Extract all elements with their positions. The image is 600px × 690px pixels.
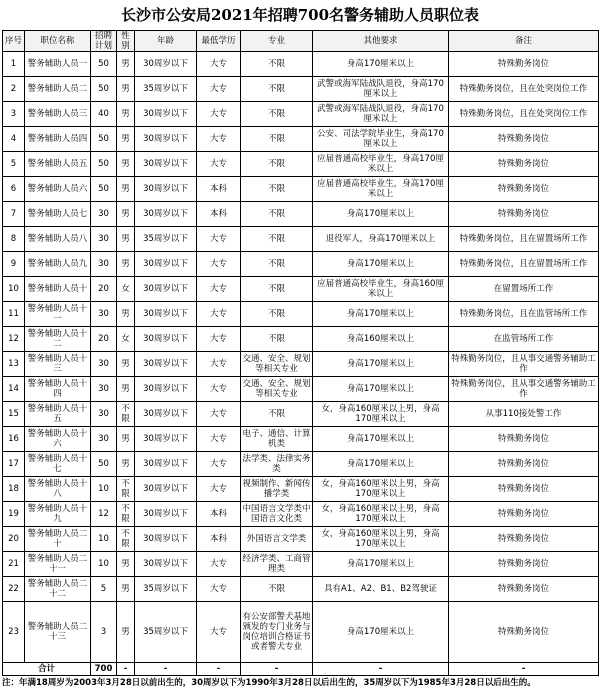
table-cell: 警务辅助人员二十 — [25, 527, 91, 552]
table-row — [3, 152, 599, 177]
total-cell: 700 — [91, 663, 117, 676]
table-row — [3, 527, 599, 552]
table-cell: 特殊勤务岗位 — [449, 52, 599, 77]
table-row — [3, 127, 599, 152]
table-cell: 16 — [3, 427, 25, 452]
table-cell: 大专 — [197, 77, 241, 102]
table-cell: 大专 — [197, 252, 241, 277]
table-row — [3, 227, 599, 252]
table-cell: 女，身高160厘米以上男，身高170厘米以上 — [313, 402, 449, 427]
table-cell: 23 — [3, 602, 25, 663]
table-cell: 特殊勤务岗位 — [449, 477, 599, 502]
table-cell: 男 — [117, 577, 135, 602]
table-cell: 5 — [91, 577, 117, 602]
table-cell: 6 — [3, 177, 25, 202]
table-row — [3, 252, 599, 277]
header-cell: 性别 — [117, 31, 135, 52]
table-cell: 交通、安全、规划等相关专业 — [241, 352, 313, 377]
table-cell: 特殊勤务岗位，且在留置场所工作 — [449, 252, 599, 277]
table-cell: 30 — [91, 202, 117, 227]
table-cell: 35周岁以下 — [135, 227, 197, 252]
table-cell: 警务辅助人员十六 — [25, 427, 91, 452]
table-cell: 中国语言文学类中国语言文化类 — [241, 502, 313, 527]
table-cell: 公安、司法学院毕业生，身高170厘米以上 — [313, 127, 449, 152]
table-cell: 不限 — [117, 502, 135, 527]
table-cell: 不限 — [241, 327, 313, 352]
table-cell: 本科 — [197, 202, 241, 227]
table-cell: 30周岁以下 — [135, 427, 197, 452]
positions-table — [2, 30, 599, 676]
table-cell: 身高170厘米以上 — [313, 377, 449, 402]
table-cell: 大专 — [197, 577, 241, 602]
table-cell: 女 — [117, 277, 135, 302]
table-cell: 大专 — [197, 227, 241, 252]
table-cell: 30周岁以下 — [135, 127, 197, 152]
table-cell: 男 — [117, 227, 135, 252]
table-cell: 身高170厘米以上 — [313, 552, 449, 577]
table-cell: 30 — [91, 427, 117, 452]
table-cell: 身高170厘米以上 — [313, 252, 449, 277]
table-cell: 身高170厘米以上 — [313, 602, 449, 663]
table-cell: 20 — [91, 327, 117, 352]
table-cell: 男 — [117, 102, 135, 127]
table-cell: 身高170厘米以上 — [313, 52, 449, 77]
table-cell: 30周岁以下 — [135, 177, 197, 202]
table-cell: 13 — [3, 352, 25, 377]
page-title: 长沙市公安局2021年招聘700名警务辅助人员职位表 — [120, 6, 480, 24]
table-cell: 50 — [91, 77, 117, 102]
table-cell: 30周岁以下 — [135, 402, 197, 427]
table-cell: 警务辅助人员二十三 — [25, 602, 91, 663]
table-cell: 警务辅助人员十五 — [25, 402, 91, 427]
table-cell: 20 — [3, 527, 25, 552]
table-cell: 不限 — [241, 202, 313, 227]
table-cell: 40 — [91, 102, 117, 127]
table-cell: 警务辅助人员十八 — [25, 477, 91, 502]
table-cell: 应届普通高校毕业生，身高170厘米以上 — [313, 177, 449, 202]
table-cell: 身高170厘米以上 — [313, 302, 449, 327]
table-row — [3, 377, 599, 402]
table-cell: 本科 — [197, 502, 241, 527]
table-cell: 在留置场所工作 — [449, 277, 599, 302]
table-cell: 特殊勤务岗位 — [449, 577, 599, 602]
table-cell: 不限 — [241, 277, 313, 302]
table-cell: 不限 — [241, 127, 313, 152]
table-cell: 男 — [117, 352, 135, 377]
table-cell: 大专 — [197, 102, 241, 127]
table-cell: 30 — [91, 227, 117, 252]
table-cell: 30周岁以下 — [135, 277, 197, 302]
table-cell: 男 — [117, 152, 135, 177]
table-cell: 大专 — [197, 427, 241, 452]
table-cell: 2 — [3, 77, 25, 102]
table-cell: 8 — [3, 227, 25, 252]
table-cell: 武警或海军陆战队退役，身高170厘米以上 — [313, 102, 449, 127]
table-cell: 19 — [3, 502, 25, 527]
table-cell: 10 — [3, 277, 25, 302]
table-cell: 不限 — [241, 577, 313, 602]
table-cell: 30 — [91, 377, 117, 402]
table-cell: 不限 — [117, 477, 135, 502]
table-cell: 警务辅助人员九 — [25, 252, 91, 277]
table-cell: 10 — [91, 477, 117, 502]
table-cell: 大专 — [197, 377, 241, 402]
table-cell: 不限 — [117, 527, 135, 552]
table-row — [3, 327, 599, 352]
table-cell: 特殊勤务岗位 — [449, 552, 599, 577]
table-cell: 11 — [3, 302, 25, 327]
table-cell: 大专 — [197, 127, 241, 152]
table-cell: 女 — [117, 327, 135, 352]
table-cell: 特殊勤务岗位，且在处突岗位工作 — [449, 77, 599, 102]
table-cell: 警务辅助人员十四 — [25, 377, 91, 402]
table-cell: 男 — [117, 427, 135, 452]
header-cell: 招聘计划 — [91, 31, 117, 52]
footnote: 注：年满18周岁为2003年3月28日以前出生的，30周岁以下为1990年3月28日以后出生的，35周岁以下为1985年3月28日以后出生的。 — [2, 678, 536, 688]
table-cell: 警务辅助人员三 — [25, 102, 91, 127]
table-cell: 30周岁以下 — [135, 352, 197, 377]
table-row — [3, 77, 599, 102]
table-cell: 警务辅助人员七 — [25, 202, 91, 227]
table-cell: 不限 — [117, 402, 135, 427]
table-cell: 女，身高160厘米以上男，身高170厘米以上 — [313, 502, 449, 527]
table-cell: 特殊勤务岗位，且在留置场所工作 — [449, 227, 599, 252]
header-cell: 职位名称 — [25, 31, 91, 52]
table-cell: 警务辅助人员二十二 — [25, 577, 91, 602]
table-cell: 男 — [117, 52, 135, 77]
table-cell: 不限 — [241, 152, 313, 177]
table-cell: 大专 — [197, 452, 241, 477]
header-cell: 专业 — [241, 31, 313, 52]
table-cell: 男 — [117, 602, 135, 663]
table-cell: 35周岁以下 — [135, 602, 197, 663]
table-cell: 不限 — [241, 102, 313, 127]
table-cell: 武警或海军陆战队退役，身高170厘米以上 — [313, 77, 449, 102]
table-cell: 交通、安全、规划等相关专业 — [241, 377, 313, 402]
table-cell: 50 — [91, 152, 117, 177]
table-cell: 30 — [91, 252, 117, 277]
table-row — [3, 452, 599, 477]
table-cell: 30周岁以下 — [135, 377, 197, 402]
table-cell: 大专 — [197, 552, 241, 577]
table-cell: 30 — [91, 402, 117, 427]
table-cell: 本科 — [197, 527, 241, 552]
total-cell: - — [135, 663, 197, 676]
table-cell: 3 — [3, 102, 25, 127]
table-cell: 30周岁以下 — [135, 452, 197, 477]
table-cell: 女，身高160厘米以上男，身高170厘米以上 — [313, 477, 449, 502]
table-cell: 男 — [117, 177, 135, 202]
table-cell: 18 — [3, 477, 25, 502]
table-cell: 50 — [91, 452, 117, 477]
table-cell: 视频制作、新闻传播学类 — [241, 477, 313, 502]
table-cell: 男 — [117, 452, 135, 477]
table-row — [3, 202, 599, 227]
table-cell: 大专 — [197, 52, 241, 77]
table-cell: 警务辅助人员八 — [25, 227, 91, 252]
table-cell: 退役军人，身高170厘米以上 — [313, 227, 449, 252]
header-cell: 备注 — [449, 31, 599, 52]
table-cell: 身高170厘米以上 — [313, 427, 449, 452]
table-row — [3, 277, 599, 302]
table-cell: 大专 — [197, 352, 241, 377]
table-cell: 特殊勤务岗位 — [449, 502, 599, 527]
table-cell: 警务辅助人员六 — [25, 177, 91, 202]
table-cell: 特殊勤务岗位 — [449, 152, 599, 177]
total-row — [3, 663, 599, 676]
table-cell: 从事110接处警工作 — [449, 402, 599, 427]
table-cell: 35周岁以下 — [135, 577, 197, 602]
table-cell: 男 — [117, 127, 135, 152]
table-cell: 不限 — [241, 402, 313, 427]
table-cell: 本科 — [197, 177, 241, 202]
table-cell: 男 — [117, 77, 135, 102]
table-cell: 警务辅助人员十三 — [25, 352, 91, 377]
table-cell: 10 — [91, 527, 117, 552]
table-cell: 30周岁以下 — [135, 52, 197, 77]
table-cell: 不限 — [241, 177, 313, 202]
table-cell: 35周岁以下 — [135, 77, 197, 102]
table-cell: 警务辅助人员五 — [25, 152, 91, 177]
table-cell: 警务辅助人员一 — [25, 52, 91, 77]
table-cell: 30周岁以下 — [135, 302, 197, 327]
table-cell: 男 — [117, 252, 135, 277]
table-row — [3, 352, 599, 377]
table-cell: 警务辅助人员十九 — [25, 502, 91, 527]
table-cell: 在监管场所工作 — [449, 327, 599, 352]
table-cell: 警务辅助人员二十一 — [25, 552, 91, 577]
total-cell: - — [313, 663, 449, 676]
table-cell: 14 — [3, 377, 25, 402]
total-cell: - — [241, 663, 313, 676]
table-cell: 特殊勤务岗位 — [449, 427, 599, 452]
table-row — [3, 177, 599, 202]
header-row — [3, 31, 599, 52]
table-cell: 50 — [91, 127, 117, 152]
table-cell: 男 — [117, 552, 135, 577]
table-cell: 身高170厘米以上 — [313, 202, 449, 227]
table-cell: 1 — [3, 52, 25, 77]
table-cell: 30周岁以下 — [135, 202, 197, 227]
table-cell: 20 — [91, 277, 117, 302]
table-cell: 具有A1、A2、B1、B2驾驶证 — [313, 577, 449, 602]
table-cell: 大专 — [197, 302, 241, 327]
total-cell: - — [197, 663, 241, 676]
table-cell: 特殊勤务岗位 — [449, 527, 599, 552]
table-cell: 警务辅助人员十二 — [25, 327, 91, 352]
table-cell: 警务辅助人员十七 — [25, 452, 91, 477]
table-cell: 大专 — [197, 602, 241, 663]
table-row — [3, 602, 599, 663]
table-row — [3, 102, 599, 127]
table-cell: 身高170厘米以上 — [313, 452, 449, 477]
table-body — [3, 52, 599, 676]
total-cell: 合计 — [3, 663, 91, 676]
table-cell: 不限 — [241, 227, 313, 252]
table-row — [3, 427, 599, 452]
table-cell: 30 — [91, 302, 117, 327]
table-row — [3, 477, 599, 502]
table-cell: 应届普通高校毕业生，身高160厘米以上 — [313, 277, 449, 302]
table-row — [3, 552, 599, 577]
table-cell: 男 — [117, 202, 135, 227]
table-cell: 不限 — [241, 302, 313, 327]
table-cell: 特殊勤务岗位，且从事交通警务辅助工作 — [449, 377, 599, 402]
table-row — [3, 502, 599, 527]
table-cell: 特殊勤务岗位 — [449, 127, 599, 152]
table-cell: 12 — [91, 502, 117, 527]
table-cell: 警务辅助人员十 — [25, 277, 91, 302]
table-cell: 9 — [3, 252, 25, 277]
header-cell: 其他要求 — [313, 31, 449, 52]
table-cell: 12 — [3, 327, 25, 352]
table-cell: 应届普通高校毕业生，身高170厘米以上 — [313, 152, 449, 177]
table-cell: 15 — [3, 402, 25, 427]
table-cell: 3 — [91, 602, 117, 663]
table-cell: 特殊勤务岗位，且在监管场所工作 — [449, 302, 599, 327]
table-cell: 30周岁以下 — [135, 502, 197, 527]
table-row — [3, 577, 599, 602]
table-cell: 电子、通信、计算机类 — [241, 427, 313, 452]
table-cell: 特殊勤务岗位，且从事交通警务辅助工作 — [449, 352, 599, 377]
table-cell: 30周岁以下 — [135, 477, 197, 502]
total-cell: - — [117, 663, 135, 676]
table-cell: 警务辅助人员四 — [25, 127, 91, 152]
table-cell: 21 — [3, 552, 25, 577]
table-cell: 警务辅助人员十一 — [25, 302, 91, 327]
table-cell: 50 — [91, 177, 117, 202]
table-cell: 30周岁以下 — [135, 152, 197, 177]
table-cell: 不限 — [241, 52, 313, 77]
table-cell: 不限 — [241, 77, 313, 102]
table-cell: 女，身高160厘米以上男，身高170厘米以上 — [313, 527, 449, 552]
table-cell: 大专 — [197, 327, 241, 352]
table-cell: 特殊勤务岗位 — [449, 602, 599, 663]
table-cell: 特殊勤务岗位 — [449, 452, 599, 477]
table-row — [3, 302, 599, 327]
table-cell: 大专 — [197, 402, 241, 427]
table-cell: 30 — [91, 352, 117, 377]
table-cell: 法学类、法律实务类 — [241, 452, 313, 477]
table-cell: 5 — [3, 152, 25, 177]
table-cell: 30周岁以下 — [135, 252, 197, 277]
table-cell: 30周岁以下 — [135, 327, 197, 352]
table-cell: 22 — [3, 577, 25, 602]
table-row — [3, 402, 599, 427]
table-cell: 身高170厘米以上 — [313, 352, 449, 377]
table-cell: 特殊勤务岗位，且在处突岗位工作 — [449, 102, 599, 127]
table-cell: 30周岁以下 — [135, 552, 197, 577]
header-cell: 最低学历 — [197, 31, 241, 52]
table-cell: 30周岁以下 — [135, 527, 197, 552]
total-cell: - — [449, 663, 599, 676]
table-cell: 有公安部警犬基地颁发的专门业务与岗位培训合格证书或者警犬专业 — [241, 602, 313, 663]
table-cell: 7 — [3, 202, 25, 227]
table-cell: 外国语言文学类 — [241, 527, 313, 552]
table-cell: 特殊勤务岗位 — [449, 202, 599, 227]
table-cell: 大专 — [197, 277, 241, 302]
table-cell: 30周岁以下 — [135, 102, 197, 127]
table-row — [3, 52, 599, 77]
table-cell: 不限 — [241, 252, 313, 277]
table-cell: 特殊勤务岗位 — [449, 177, 599, 202]
table-cell: 大专 — [197, 152, 241, 177]
table-cell: 警务辅助人员二 — [25, 77, 91, 102]
table-cell: 17 — [3, 452, 25, 477]
table-cell: 大专 — [197, 477, 241, 502]
table-cell: 经济学类、工商管理类 — [241, 552, 313, 577]
table-cell: 10 — [91, 552, 117, 577]
table-cell: 身高160厘米以上 — [313, 327, 449, 352]
table-cell: 50 — [91, 52, 117, 77]
table-cell: 男 — [117, 377, 135, 402]
header-cell: 序号 — [3, 31, 25, 52]
table-cell: 男 — [117, 302, 135, 327]
header-cell: 年龄 — [135, 31, 197, 52]
table-cell: 4 — [3, 127, 25, 152]
